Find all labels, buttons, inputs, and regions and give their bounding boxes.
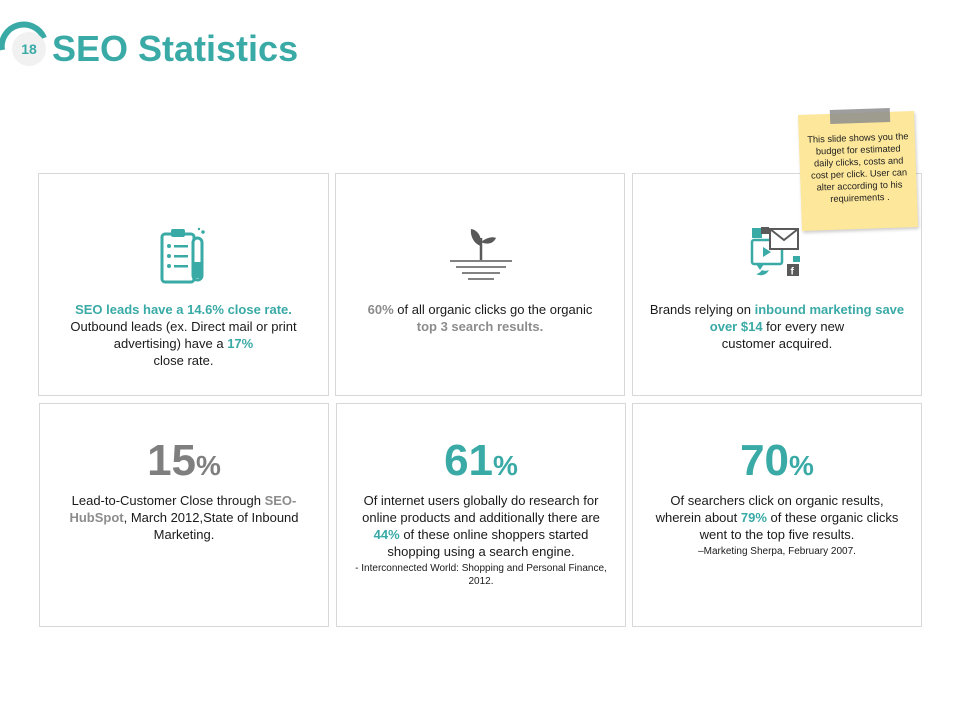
stat-15 <box>40 436 328 486</box>
stat-70 <box>633 436 921 486</box>
hubspot-highlight: SEO-HubSpot <box>69 493 297 525</box>
organic-clicks-body: of all organic clicks go the organic <box>393 302 593 317</box>
stat-61-percent-sign: % <box>493 450 518 481</box>
page-title: SEO Statistics <box>52 28 299 69</box>
stat-card-70-percent <box>632 403 922 627</box>
stat-61-source: - Interconnected World: Shopping and Personal Finance, 2012. <box>355 563 607 587</box>
stat-70-text <box>649 492 905 558</box>
inbound-marketing-text <box>649 301 905 352</box>
stat-61-suffix: of these online shoppers started shopping using a search engine. <box>387 527 589 559</box>
inbound-prefix: Brands relying on <box>649 302 755 317</box>
plant-sprout-icon <box>448 224 514 284</box>
customer-acquired-text: customer acquired. <box>721 336 833 351</box>
sticky-note-text: This slide shows you the budget for estimated daily clicks, costs and cost per click. User can alter according to his requirements . <box>807 131 909 204</box>
stat-70-prefix: Of searchers click on organic results, wherein about <box>655 493 884 525</box>
outbound-rate-highlight: 17% <box>227 336 254 351</box>
sticky-note <box>798 111 918 231</box>
stat-70-number: 70 <box>740 436 790 485</box>
close-rate-suffix: close rate. <box>153 353 214 368</box>
inbound-suffix: for every new <box>762 319 845 334</box>
stat-card-15-percent <box>39 403 329 627</box>
outbound-text: Outbound leads (ex. Direct mail or print advertising) have a <box>70 319 297 351</box>
stat-70-suffix: of these organic clicks went to the top five results. <box>699 510 899 542</box>
svg-text:f: f <box>790 266 794 278</box>
sticky-note-tape <box>830 108 890 124</box>
stat-70-percent-sign: % <box>789 450 814 481</box>
stat-card-close-rate <box>38 173 329 396</box>
stat-15-prefix: Lead-to-Customer Close through <box>71 493 265 508</box>
stat-44-highlight: 44% <box>373 527 400 542</box>
stat-15-number: 15 <box>147 436 197 485</box>
stat-70-source: –Marketing Sherpa, February 2007. <box>698 546 856 557</box>
slide-number-badge: 18 <box>12 32 46 66</box>
stat-15-text <box>56 492 312 543</box>
organic-clicks-highlight: 60% <box>367 302 394 317</box>
stat-61-prefix: Of internet users globally do research for online products and additionally there are <box>362 493 600 525</box>
stat-card-61-percent <box>336 403 626 627</box>
stat-15-suffix: , March 2012,State of Inbound Marketing. <box>123 510 299 542</box>
stat-79-highlight: 79% <box>740 510 767 525</box>
social-media-icon <box>750 226 806 284</box>
top3-highlight: top 3 search results. <box>416 319 544 334</box>
stat-card-organic-clicks <box>335 173 625 396</box>
stat-15-percent-sign: % <box>196 450 221 481</box>
inbound-highlight: inbound marketing save over $14 <box>709 302 905 334</box>
close-rate-text <box>55 301 312 369</box>
stat-61-text <box>353 492 609 588</box>
organic-clicks-text <box>352 301 608 335</box>
stat-61-number: 61 <box>444 436 494 485</box>
clipboard-test-tube-icon <box>159 226 209 286</box>
stat-61 <box>337 436 625 486</box>
close-rate-highlight: SEO leads have a 14.6% close rate. <box>75 302 292 317</box>
